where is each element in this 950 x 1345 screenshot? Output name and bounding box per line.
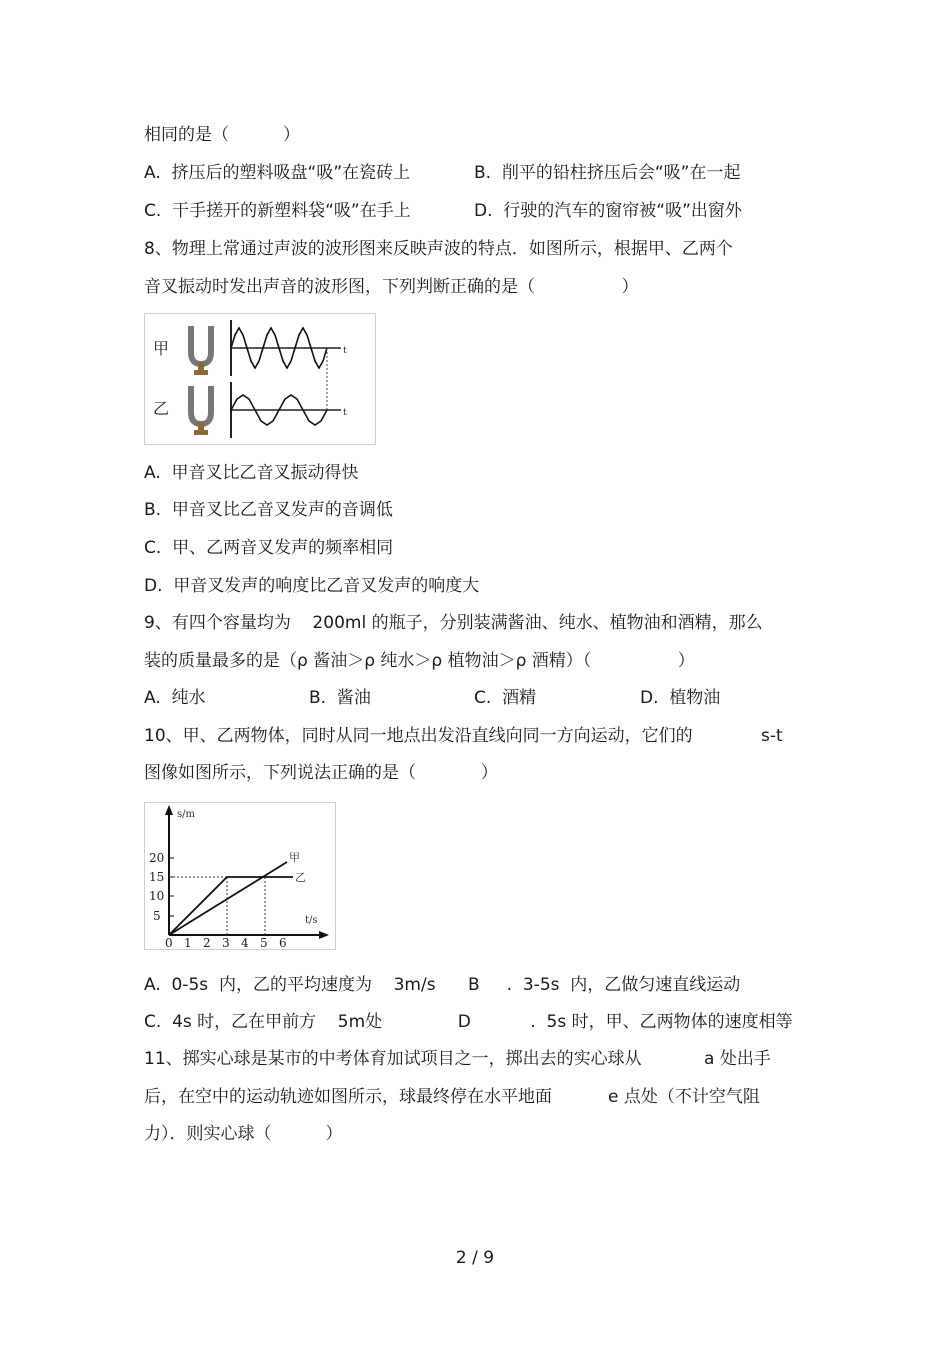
option-9a: A. 纯水 [144,688,206,708]
question-8-line-2: 音叉振动时发出声音的波形图，下列判断正确的是（ ） [144,277,639,297]
x-tick-label: 6 [279,936,287,949]
waveform-figure [144,313,376,445]
option-7c: C. 干手搓开的新塑料袋“吸”在手上 [144,201,411,221]
tuning-fork-jia-icon [191,326,211,375]
option-8c: C. 甲、乙两音叉发声的频率相同 [144,538,394,558]
question-10-line-1: 10、甲、乙两物体，同时从同一地点出发沿直线向同一方向运动，它们的 [144,726,693,746]
x-tick-label: 3 [222,936,230,949]
line-yi [169,877,293,935]
axis-t-jia: t [343,346,347,356]
option-8d: D. 甲音叉发声的响度比乙音叉发声的响度大 [144,576,480,596]
x-ticks [165,936,287,949]
question-8-line-1: 8、物理上常通过声波的波形图来反映声波的特点．如图所示，根据甲、乙两个 [144,239,733,259]
option-8a: A. 甲音叉比乙音叉振动得快 [144,463,359,483]
label-jia: 甲 [153,339,170,358]
x-tick-label: 5 [260,936,268,949]
question-11-line-3: 力）．则实心球（ ） [144,1124,343,1144]
x-tick-label: 4 [241,936,249,949]
question-10-line-1-end: s-t [761,726,783,746]
waveform-svg [145,314,375,444]
line-jia-label: 甲 [289,851,300,864]
st-graph-svg [145,803,335,949]
text-line: 相同的是（ ） [144,125,301,145]
option-7d: D. 行驶的汽车的窗帘被“吸”出窗外 [474,201,742,221]
options-10-ab: A. 0-5s 内，乙的平均速度为 3m/s B . 3-5s 内，乙做匀速直线运动 [144,975,741,995]
question-9-line-2: 装的质量最多的是（ρ 酱油＞ρ 纯水＞ρ 植物油＞ρ 酒精）（ ） [144,651,695,671]
y-ticks [149,851,174,923]
option-9c: C. 酒精 [474,688,537,708]
st-graph-figure [144,802,336,950]
y-tick-label: 20 [149,851,165,865]
question-10-line-2: 图像如图所示，下列说法正确的是（ ） [144,763,498,783]
tuning-fork-yi-icon [191,386,211,435]
y-axis-label: s/m [177,809,195,820]
y-tick-label: 15 [149,870,165,884]
question-11-line-2-end: e 点处（不计空气阻 [608,1087,760,1107]
x-axis-label: t/s [305,915,318,926]
line-jia [169,862,287,935]
question-11-line-1: 11、掷实心球是某市的中考体育加试项目之一，掷出去的实心球从 [144,1049,642,1069]
option-8b: B. 甲音叉比乙音叉发声的音调低 [144,500,393,520]
option-9b: B. 酱油 [309,688,371,708]
option-9d: D. 植物油 [640,688,721,708]
question-9-line-1: 9、有四个容量均为 200ml 的瓶子，分别装满酱油、纯水、植物油和酒精，那么 [144,613,763,633]
x-tick-label: 1 [184,936,192,949]
options-10-cd: C. 4s 时，乙在甲前方 5m处 D . 5s 时，甲、乙两物体的速度相等 [144,1012,793,1032]
y-tick-label: 10 [149,889,165,903]
option-7b: B. 削平的铅柱挤压后会“吸”在一起 [474,163,741,183]
x-tick-label: 2 [203,936,211,949]
label-yi: 乙 [153,399,170,418]
question-11-line-2: 后，在空中的运动轨迹如图所示，球最终停在水平地面 [144,1087,552,1107]
question-11-line-1-end: a 处出手 [704,1049,771,1069]
x-tick-label: 0 [165,936,173,949]
option-7a: A. 挤压后的塑料吸盘“吸”在瓷砖上 [144,163,411,183]
axis-t-yi: t [343,408,347,418]
y-tick-label: 5 [153,909,161,923]
page-number: 2 / 9 [455,1248,495,1268]
line-yi-label: 乙 [295,871,306,884]
